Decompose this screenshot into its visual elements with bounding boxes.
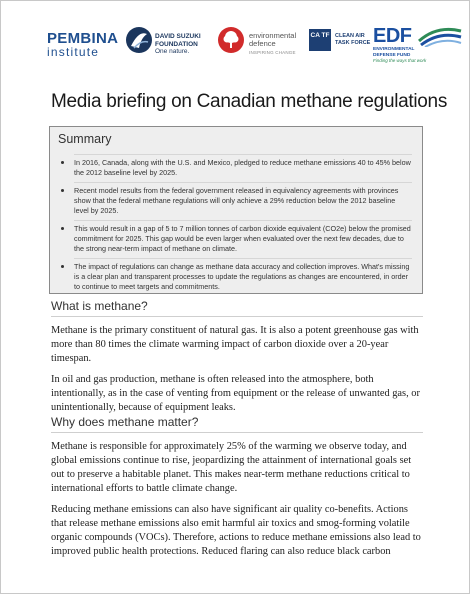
environmental-defence-logo [217, 26, 303, 62]
edf-line2: DEFENSE FUND [373, 52, 411, 58]
section-heading: What is methane? [51, 299, 423, 317]
section-paragraph: Methane is responsible for approximately 25% of the warming we observe today, and global emissions continue to rise, jeopardizing the attainment of international goals set out to preserve a habitable planet. This makes near-term methane reductions critical to international efforts to battle climate change. [51, 441, 412, 494]
tree-icon [217, 26, 245, 54]
pembina-logo [47, 31, 118, 58]
summary-bullet-text: This would result in a gap of 5 to 7 million tonnes of carbon dioxide equivalent (CO2e) below the promised commitment for 2025. This gap would be even larger when evaluated over the next few decades, due to the strong near-term impact of methane on climate. [74, 224, 411, 253]
clean-air-task-force-logo [309, 29, 379, 59]
bullet-icon [61, 161, 64, 164]
suzuki-emblem-icon [125, 26, 153, 54]
edf-mark: EDF [373, 25, 412, 47]
section-paragraph: Methane is the primary constituent of natural gas. It is also a potent greenhouse gas with more than 80 times the climate warming impact of carbon dioxide over a 20-year timespan. [51, 325, 419, 364]
summary-bullet [74, 258, 412, 292]
david-suzuki-foundation-logo [125, 26, 215, 62]
env-defence-line2: defence [249, 39, 276, 48]
catf-name [335, 33, 370, 47]
suzuki-line1: DAVID SUZUKI [155, 33, 201, 40]
env-defence-line1: environmental [249, 31, 297, 40]
bullet-icon [61, 265, 64, 268]
summary-bullet-text: The impact of regulations can change as methane data accuracy and collection improves. What's missing is a clear plan and transparent processes to update the regulations as changes are encountered, in order to continue to meet targets and commitments. [74, 262, 410, 291]
suzuki-logo-name [155, 33, 201, 48]
edf-tagline: Finding the ways that work [373, 58, 427, 63]
summary-bullet [74, 220, 412, 254]
edf-logo [373, 25, 465, 65]
section-heading: Why does methane matter? [51, 415, 423, 433]
summary-box [49, 126, 423, 294]
section-why-methane-matters [51, 415, 423, 559]
summary-bullet-text: In 2016, Canada, along with the U.S. and Mexico, pledged to reduce methane emissions 40 to 45% below the 2012 baseline level by 2025. [74, 158, 411, 177]
env-defence-name [249, 32, 296, 48]
section-paragraph: In oil and gas production, methane is often released into the atmosphere, both intentionally, as in the case of venting from equipment or the release of unwanted gas, or unintentionally, because of equipment leaks. [51, 374, 420, 413]
bullet-icon [61, 227, 64, 230]
edf-name [373, 47, 414, 58]
bullet-icon [61, 189, 64, 192]
section-paragraph: Reducing methane emissions can also have significant air quality co-benefits. Actions that release methane emissions also emit harmful air toxics and smog-forming volatile organic compounds (VOCs). Therefore, actions to reduce methane emissions also lead to improved public health protections. Reduced flaring can also reduce black carbon [51, 504, 421, 557]
summary-bullet [74, 154, 412, 178]
suzuki-line2: FOUNDATION [155, 40, 198, 48]
catf-line1: CLEAN AIR [335, 33, 365, 39]
partner-logos [1, 21, 469, 69]
summary-list [50, 154, 422, 292]
suzuki-tagline: One nature. [155, 48, 190, 55]
summary-bullet-text: Recent model results from the federal government released in equivalency agreements with provinces show that the federal methane regulations will only achieve a 29% reduction below the 2012 baseline level by 2025. [74, 186, 399, 215]
summary-bullet [74, 182, 412, 216]
edf-swoosh-icon [417, 25, 463, 47]
summary-heading: Summary [58, 132, 112, 146]
pembina-logo-name: PEMBINA [47, 30, 119, 47]
edf-line1: ENVIRONMENTAL [373, 47, 415, 52]
env-defence-tagline: INSPIRING CHANGE [249, 50, 296, 55]
section-what-is-methane [51, 299, 423, 415]
catf-line2: TASK FORCE [335, 40, 371, 46]
pembina-logo-subname: institute [47, 45, 100, 59]
catf-badge: CA TF [309, 29, 331, 51]
document-title: Media briefing on Canadian methane regulations [51, 91, 448, 112]
